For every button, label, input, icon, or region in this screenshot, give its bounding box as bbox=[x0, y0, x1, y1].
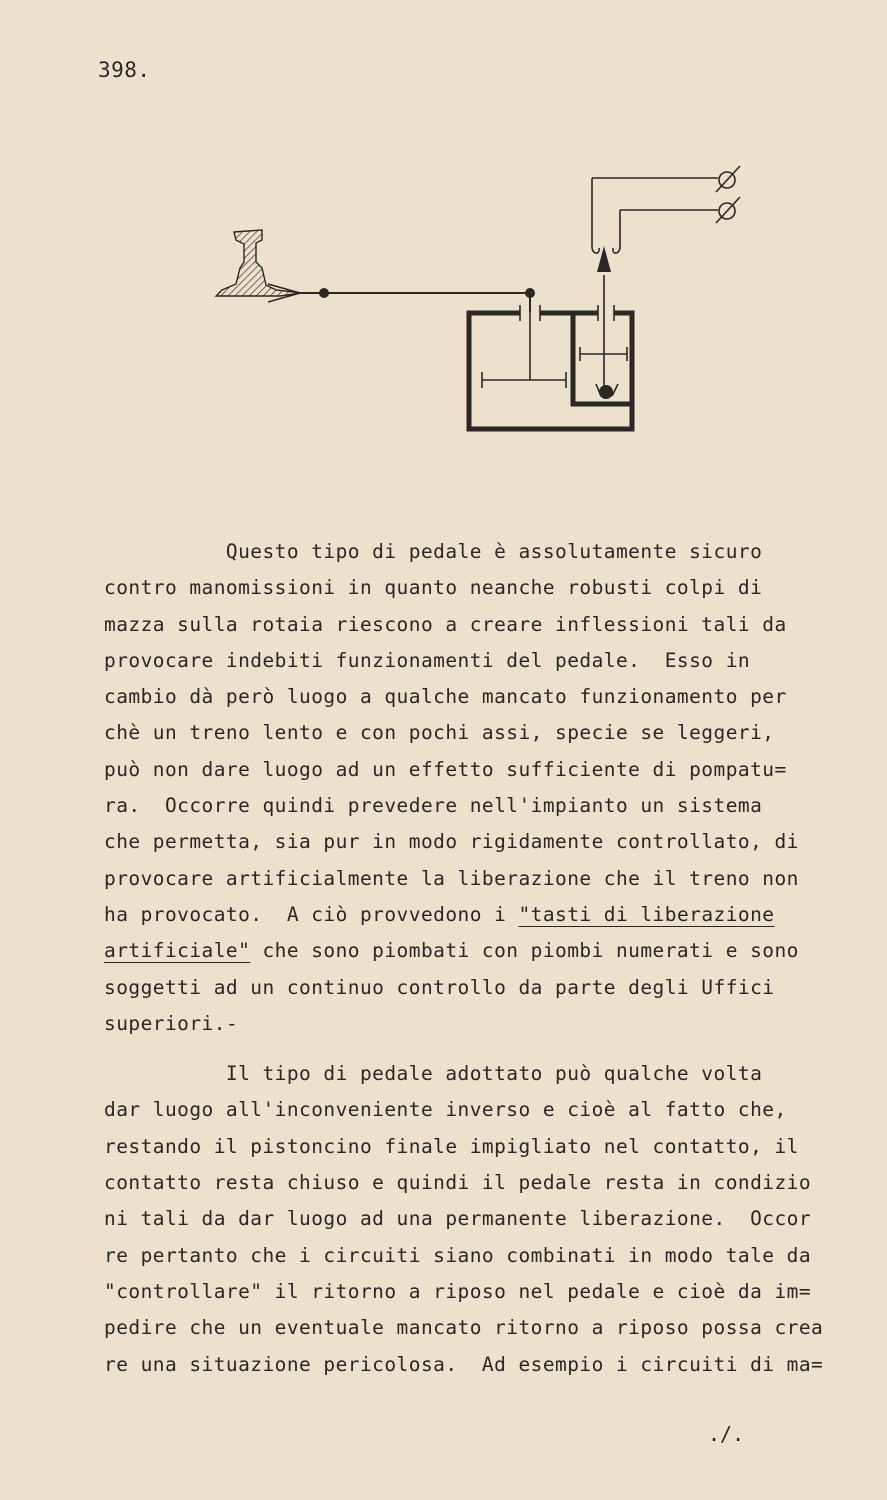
pedal-diagram bbox=[0, 0, 887, 480]
text-line: re pertanto che i circuiti siano combinati in modo tale da bbox=[104, 1243, 812, 1267]
text-line bbox=[104, 933, 844, 969]
text-line: contatto resta chiuso e quindi il pedale resta in condizio bbox=[104, 1171, 812, 1195]
text-line: provocare artificialmente la liberazione che il treno non bbox=[104, 866, 799, 890]
underlined-term: artificiale" bbox=[104, 939, 251, 963]
text-line: chè un treno lento e con pochi assi, specie se leggeri, bbox=[104, 721, 775, 745]
text-line: contro manomissioni in quanto neanche robusti colpi di bbox=[104, 576, 763, 600]
text-line: ni tali da dar luogo ad una permanente liberazione. Occor bbox=[104, 1207, 812, 1231]
paragraph-2 bbox=[104, 1056, 844, 1383]
terminal-symbols bbox=[716, 166, 740, 223]
paragraph-1 bbox=[104, 534, 844, 1042]
text-fragment: ha provocato. A ciò provvedono i bbox=[104, 902, 519, 926]
body-text bbox=[104, 534, 844, 1383]
text-line: dar luogo all'inconveniente inverso e cioè al fatto che, bbox=[104, 1098, 787, 1122]
pump-housing bbox=[469, 313, 632, 429]
valve-ball bbox=[599, 385, 613, 399]
pistons bbox=[482, 275, 627, 388]
underlined-term: "tasti di liberazione bbox=[518, 902, 775, 926]
text-fragment: che sono piombati con piombi numerati e sono bbox=[250, 939, 799, 963]
rail-section bbox=[216, 230, 302, 296]
continuation-mark: ./. bbox=[708, 1422, 745, 1446]
text-line bbox=[104, 897, 844, 933]
text-line: che permetta, sia pur in modo rigidamente controllato, di bbox=[104, 830, 799, 854]
text-line: provocare indebiti funzionamenti del pedale. Esso in bbox=[104, 648, 751, 672]
page-number: 398. bbox=[98, 58, 151, 82]
contact-leads bbox=[592, 178, 718, 253]
text-line: superiori.- bbox=[104, 1011, 239, 1035]
text-line: Questo tipo di pedale è assolutamente sicuro bbox=[104, 540, 763, 563]
text-line: mazza sulla rotaia riescono a creare inflessioni tali da bbox=[104, 612, 787, 636]
text-line: può non dare luogo ad un effetto sufficiente di pompatu= bbox=[104, 757, 787, 781]
text-line: Il tipo di pedale adottato può qualche volta bbox=[104, 1062, 763, 1086]
pivot-dot-left bbox=[319, 288, 329, 298]
text-line: cambio dà però luogo a qualche mancato funzionamento per bbox=[104, 685, 787, 709]
text-line: "controllare" il ritorno a riposo nel pedale e cioè da im= bbox=[104, 1279, 812, 1303]
text-line: soggetti ad un continuo controllo da parte degli Uffici bbox=[104, 975, 775, 999]
text-line: re una situazione pericolosa. Ad esempio i circuiti di ma= bbox=[104, 1352, 824, 1376]
text-line: ra. Occorre quindi prevedere nell'impianto un sistema bbox=[104, 794, 763, 818]
text-line: restando il pistoncino finale impigliato nel contatto, il bbox=[104, 1134, 799, 1158]
text-line: pedire che un eventuale mancato ritorno a riposo possa crea bbox=[104, 1316, 824, 1340]
